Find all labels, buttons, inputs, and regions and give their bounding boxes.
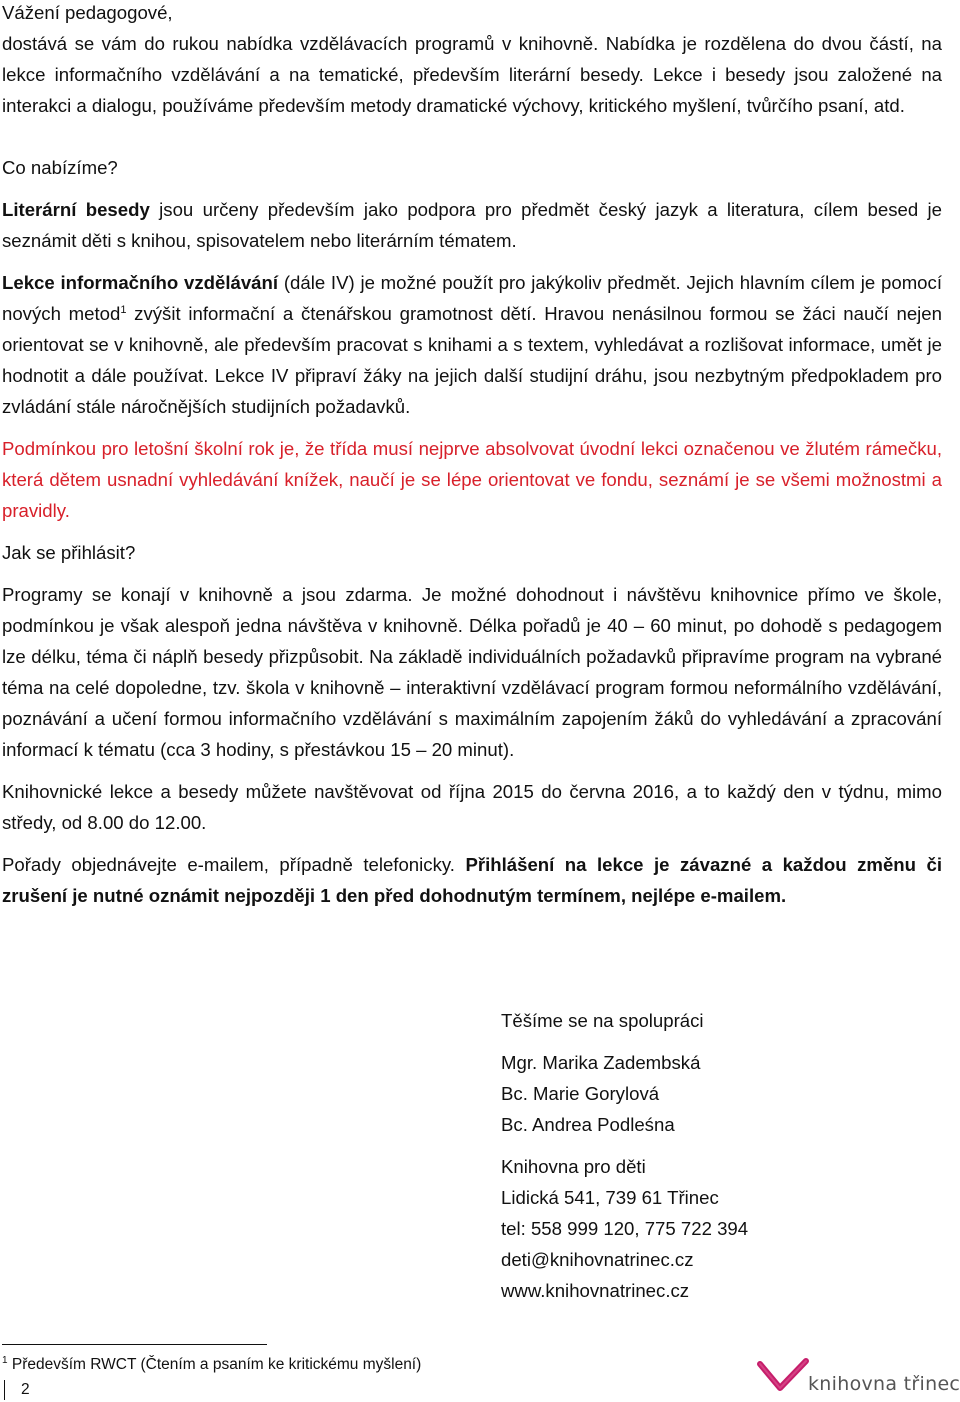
info-education-paragraph	[2, 267, 942, 422]
organization-name: Knihovna pro děti	[501, 1156, 646, 1177]
footnote-divider	[2, 1344, 267, 1345]
literary-talks-paragraph	[2, 194, 942, 256]
signature-block	[501, 1005, 748, 1306]
signatory-name: Bc. Marie Gorylová	[501, 1083, 660, 1104]
ordering-paragraph	[2, 849, 942, 911]
organization-address: Lidická 541, 739 61 Třinec	[501, 1187, 719, 1208]
footnote	[2, 1355, 421, 1375]
organization-phone: tel: 558 999 120, 775 722 394	[501, 1218, 749, 1239]
closing-line: Těšíme se na spolupráci	[501, 1010, 704, 1031]
footnote-mark: 1	[2, 1354, 8, 1366]
organization-website: www.knihovnatrinec.cz	[501, 1280, 690, 1301]
literary-talks-text: jsou určeny především jako podpora pro předmět český jazyk a literatura, cílem besed je seznámit děti s knihou, spisovatelem nebo literárním tématem.	[2, 199, 942, 251]
logo-wordmark: knihovna třinec	[808, 1373, 960, 1395]
programs-paragraph: Programy se konají v knihovně a jsou zdarma. Je možné dohodnout i návštěvu knihovnice přímo ve škole, podmínkou je však alespoň jedna návštěva v knihovně. Délka pořadů je 40 – 60 minut, po dohodě s pedagogem lze délku, téma či náplň besedy přizpůsobit. Na základě individuálních požadavků připravíme program na vybrané téma na celé dopoledne, tzv. škola v knihovně – interaktivní vzdělávací program formou neformálního vzdělávání, poznávání a učení formou informačního vzdělávání s maximálním zapojením žáků do vyhledávání a zpracování informací k tématu (cca 3 hodiny, s přestávkou 15 – 20 minut).	[2, 584, 942, 760]
info-education-text-1: (dále IV) je možné použít pro jakýkoliv předmět. Jejich hlavním cílem je pomocí nových metod	[2, 272, 942, 324]
library-logo	[756, 1356, 960, 1402]
organization-email: deti@knihovnatrinec.cz	[501, 1249, 694, 1270]
footnote-reference: 1	[120, 303, 127, 316]
ordering-binding-note: Přihlášení na lekce je závazné a každou změnu či zrušení je nutné oznámit nejpozději 1 den před dohodnutým termínem, nejlépe e-mailem.	[2, 854, 942, 906]
heart-checkmark-logo-icon	[756, 1356, 812, 1402]
footnote-text: Především RWCT (Čtením a psaním ke kritickému myšlení)	[7, 1356, 422, 1373]
heading-what-we-offer: Co nabízíme?	[2, 157, 118, 178]
info-education-text-2: zvýšit informační a čtenářskou gramotnost dětí. Hravou nenásilnou formou se žáci naučí nejen orientovat se v knihovně, ale především pracovat s knihami a s textem, vyhledávat a rozlišovat informace, umět je hodnotit a dále používat. Lekce IV připraví žáky na jejich další studijní dráhu, jsou nezbytným předpokladem pro zvládání stále náročnějších studijních požadavků.	[2, 303, 942, 417]
signatory-name: Mgr. Marika Zadembská	[501, 1052, 701, 1073]
literary-talks-term: Literární besedy	[2, 199, 150, 220]
letter-body	[2, 0, 942, 911]
info-education-term: Lekce informačního vzdělávání	[2, 272, 279, 293]
salutation: Vážení pedagogové,	[2, 2, 173, 23]
condition-paragraph: Podmínkou pro letošní školní rok je, že třída musí nejprve absolvovat úvodní lekci označenou ve žlutém rámečku, která dětem usnadní vyhledávání knížek, naučí je se lépe orientovat ve fondu, seznámí je se všemi možnostmi a pravidly.	[2, 438, 942, 521]
signatory-name: Bc. Andrea Podleśna	[501, 1114, 675, 1135]
ordering-text: Pořady objednávejte e-mailem, případně telefonicky.	[2, 854, 466, 875]
heading-how-to-sign-up: Jak se přihlásit?	[2, 542, 136, 563]
page-number: 2	[4, 1380, 30, 1400]
intro-paragraph: dostává se vám do rukou nabídka vzdělávacích programů v knihovně. Nabídka je rozdělena do dvou částí, na lekce informačního vzdělávání a na tematické, především literární besedy. Lekce i besedy jsou založené na interakci a dialogu, používáme především metody dramatické výchovy, kritického myšlení, tvůrčího psaní, atd.	[2, 33, 942, 116]
schedule-paragraph: Knihovnické lekce a besedy můžete navštěvovat od října 2015 do června 2016, a to každý den v týdnu, mimo středy, od 8.00 do 12.00.	[2, 781, 942, 833]
